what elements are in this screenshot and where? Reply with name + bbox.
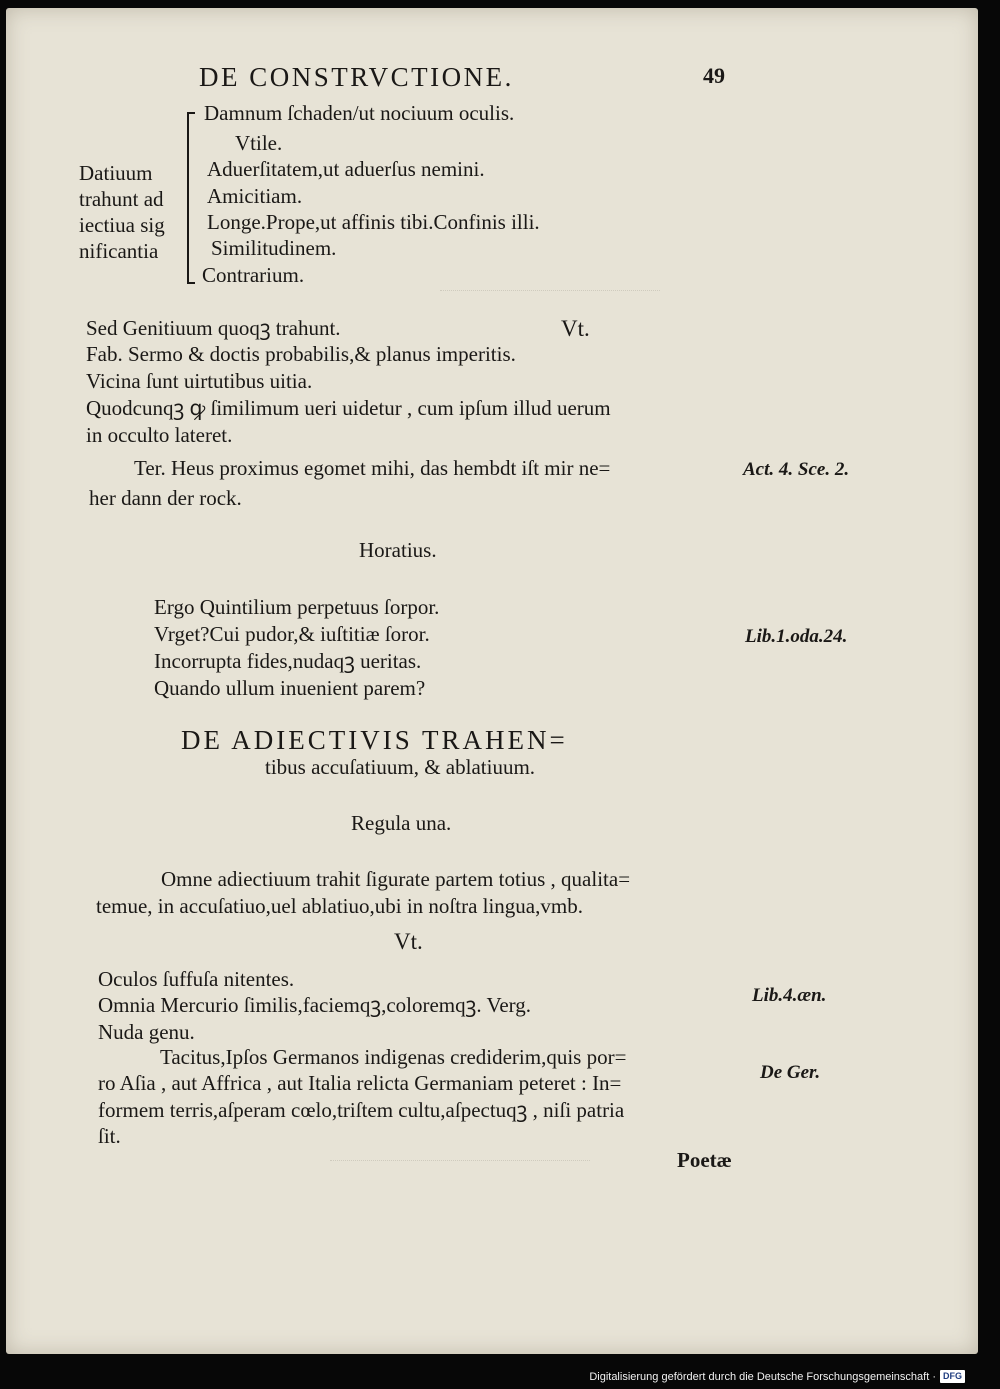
text-line: Vicina ſunt uirtutibus uitia. — [86, 369, 313, 393]
side-label: nificantia — [79, 239, 159, 263]
margin-note: Act. 4. Sce. 2. — [743, 459, 850, 480]
side-label: trahunt ad — [79, 187, 164, 211]
text-line: Omnia Mercurio ſimilis,faciemqꝫ,coloremqꝫ. Verg. — [98, 993, 532, 1017]
datiuum-item: Longe.Prope,ut affinis tibi.Confinis illi. — [207, 210, 540, 234]
verse-line: Ergo Quintilium perpetuus ſorpor. — [154, 595, 440, 619]
text-line: temue, in accuſatiuo,uel ablatiuo,ubi in noſtra lingua,vmb. — [96, 894, 583, 918]
datiuum-item: Amicitiam. — [207, 184, 303, 208]
text-line: ro Aſia , aut Affrica , aut Italia relicta Germaniam peteret : In= — [98, 1071, 622, 1095]
datiuum-item: Vtile. — [235, 131, 283, 155]
text-line: Nuda genu. — [98, 1020, 195, 1044]
dfg-logo-icon: DFG — [940, 1370, 965, 1383]
bleed-through-text — [330, 1160, 590, 1183]
side-label: iectiua sig — [79, 213, 165, 237]
margin-note: Lib.1.oda.24. — [745, 626, 848, 647]
text-line: formem terris,aſperam cœlo,triſtem cultu,aſpectuqꝫ , niſi patria — [98, 1098, 625, 1122]
rule-title: Regula una. — [351, 811, 452, 835]
vt-label: Vt. — [561, 316, 590, 341]
page-number: 49 — [703, 63, 725, 88]
verse-line: Vrget?Cui pudor,& iuſtitiæ ſoror. — [154, 622, 430, 646]
page-title: DE CONSTRVCTIONE. — [199, 62, 514, 92]
bleed-through-text — [440, 290, 660, 313]
catchword: Poetæ — [677, 1148, 732, 1172]
credit-text: Digitalisierung gefördert durch die Deutsche Forschungsgemeinschaft · — [589, 1370, 936, 1383]
text-line: in occulto lateret. — [86, 423, 233, 447]
datiuum-item: Similitudinem. — [211, 236, 337, 260]
section-heading-sub: tibus accuſatiuum, & ablatiuum. — [265, 755, 536, 779]
text-line: her dann der rock. — [89, 486, 242, 510]
datiuum-item: Aduerſitatem,ut aduerſus nemini. — [207, 157, 485, 181]
datiuum-item: Contrarium. — [202, 263, 305, 287]
margin-note: De Ger. — [760, 1062, 821, 1083]
vt-label: Vt. — [394, 929, 423, 954]
verse-line: Quando ullum inuenient parem? — [154, 676, 426, 700]
digitization-credit — [589, 1370, 965, 1383]
verse-line: Incorrupta fides,nudaqꝫ ueritas. — [154, 649, 422, 673]
text-line: Fab. Sermo & doctis probabilis,& planus imperitis. — [86, 342, 516, 366]
section-title: Horatius. — [359, 538, 437, 562]
bracket — [187, 112, 199, 284]
margin-note: Lib.4.æn. — [752, 985, 827, 1006]
side-label: Datiuum — [79, 161, 153, 185]
text-line: Quodcunqꝫ ꝙ ſimilimum ueri uidetur , cum ipſum illud uerum — [86, 396, 611, 420]
text-line: ſit. — [98, 1124, 121, 1148]
text-line: Omne adiectiuum trahit ſigurate partem totius , qualita= — [161, 867, 631, 891]
text-line: Tacitus,Ipſos Germanos indigenas crediderim,quis por= — [160, 1045, 627, 1069]
section-heading: DE ADIECTIVIS TRAHEN= — [181, 725, 568, 755]
text-line: Sed Genitiuum quoqꝫ trahunt. — [86, 316, 341, 340]
datiuum-item: Damnum ſchaden/ut nociuum oculis. — [204, 101, 515, 125]
text-line: Oculos ſuffuſa nitentes. — [98, 967, 295, 991]
text-line: Ter. Heus proximus egomet mihi, das hembdt iſt mir ne= — [134, 456, 611, 480]
